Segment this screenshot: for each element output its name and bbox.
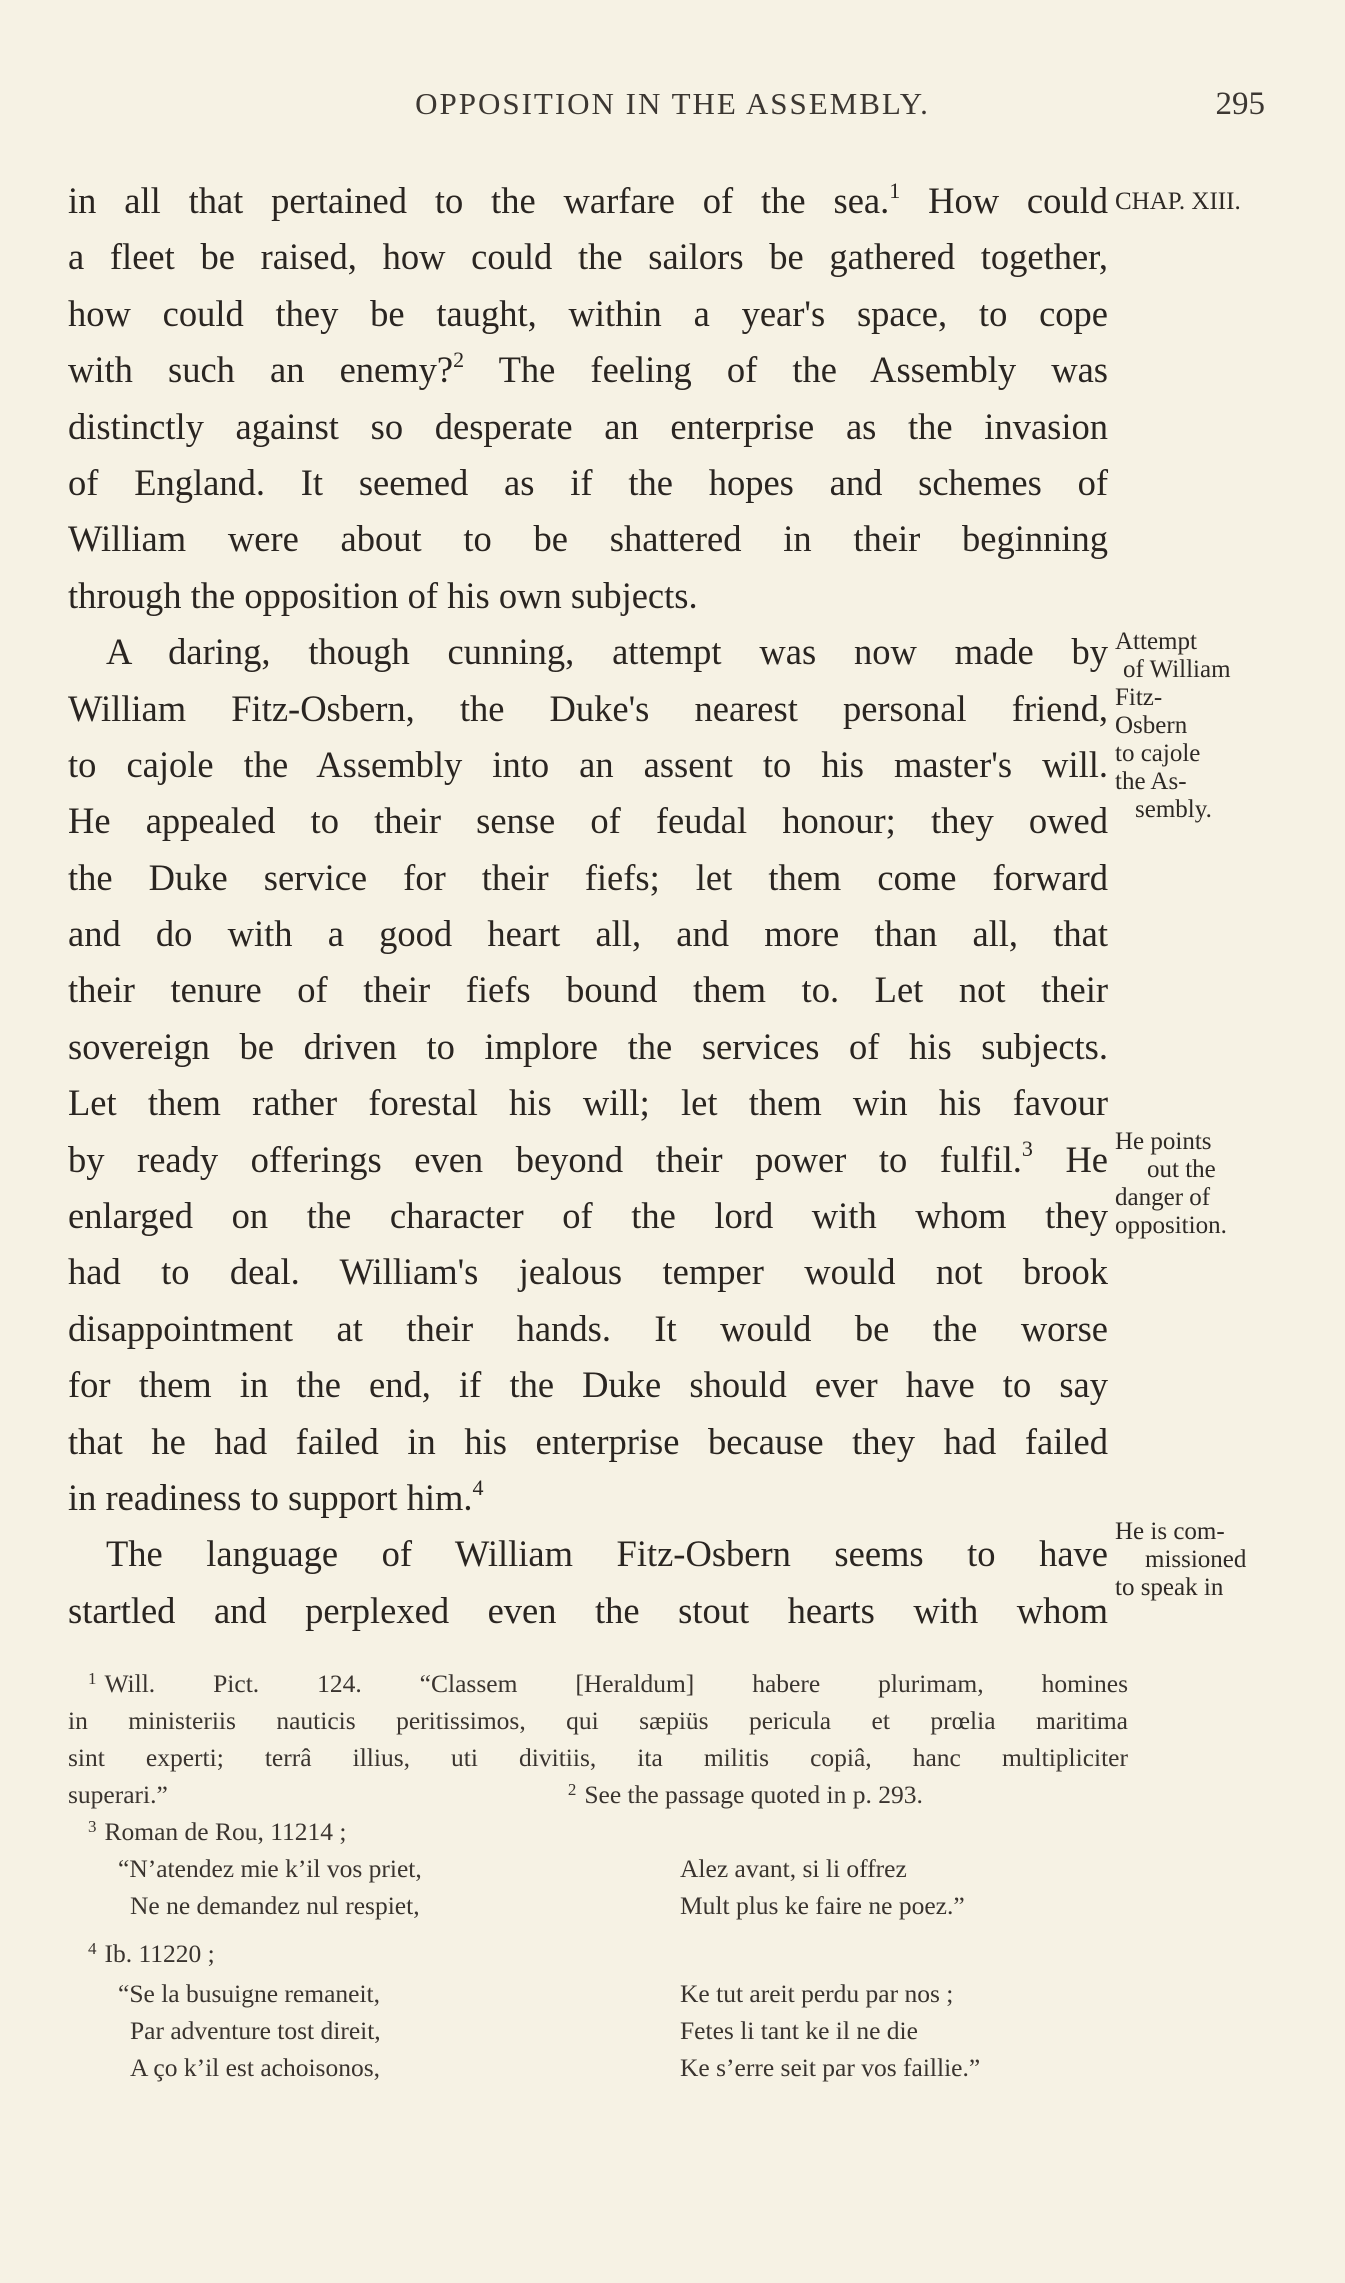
body-line: their tenure of their fiefs bound them to. Let not their bbox=[68, 969, 1108, 1011]
running-head-title: OPPOSITION IN THE ASSEMBLY. bbox=[415, 86, 930, 121]
body-line: that he had failed in his enterprise because they had failed bbox=[68, 1420, 1108, 1462]
footnote-3-verse-right: Alez avant, si li offrez Mult plus ke faire ne poez.” bbox=[680, 1854, 965, 1920]
body-line: in all that pertained to the warfare of the sea.$^1$ How could bbox=[68, 177, 1109, 221]
running-head bbox=[0, 86, 1345, 126]
footnote-2-text: See the passage quoted in p. 293. bbox=[584, 1780, 923, 1809]
body-line: of England. It seemed as if the hopes and schemes of bbox=[68, 461, 1108, 503]
footnote-4-verse-right: Ke tut areit perdu par nos ; Fetes li tant ke il ne die Ke s’erre seit par vos faillie.” bbox=[680, 1979, 981, 2082]
footnote-1-2-line: superari.” $^2$ See the passage quoted in p. 293. bbox=[68, 1780, 923, 1809]
footnote-mark: 1 bbox=[88, 1669, 97, 1688]
body-line: had to deal. William's jealous temper would not brook bbox=[68, 1251, 1108, 1293]
body-line: The language of William Fitz-Osbern seems to have bbox=[106, 1533, 1108, 1575]
footnote-3-verse-left: “N’atendez mie k’il vos priet, Ne ne demandez nul respiet, bbox=[118, 1854, 422, 1920]
body-line: by ready offerings even beyond their power to fulfil.$^3$ He bbox=[68, 1136, 1109, 1180]
body-line: and do with a good heart all, and more than all, that bbox=[68, 913, 1108, 955]
footnote-3-ref: $^3$ Roman de Rou, 11214 ; bbox=[88, 1817, 347, 1846]
margin-note-attempt: Attempt of William Fitz- Osbern to cajole the As- sembly. bbox=[1115, 628, 1231, 823]
footnote-1-line: sint experti; terrâ illius, uti divitiis, ita militis copiâ, hanc multipliciter bbox=[68, 1743, 1128, 1772]
footnote-mark: 3 bbox=[88, 1817, 97, 1836]
footnote-ref: 1 bbox=[889, 177, 901, 203]
body-line: sovereign be driven to implore the services of his subjects. bbox=[68, 1025, 1108, 1067]
body-line: enlarged on the character of the lord with whom they bbox=[68, 1195, 1108, 1237]
body-line: William were about to be shattered in their beginning bbox=[68, 518, 1108, 560]
body-line: a fleet be raised, how could the sailors be gathered together, bbox=[68, 236, 1108, 278]
footnote-ref: 2 bbox=[453, 347, 465, 373]
footnote-mark: 2 bbox=[567, 1780, 577, 1799]
body-line: A daring, though cunning, attempt was now made by bbox=[106, 631, 1108, 673]
body-line: in readiness to support him.$^4$ bbox=[68, 1474, 484, 1518]
page-number: 295 bbox=[1215, 86, 1265, 122]
body-line: distinctly against so desperate an enterprise as the invasion bbox=[68, 405, 1108, 447]
margin-note-danger: He points out the danger of opposition. bbox=[1115, 1128, 1227, 1239]
footnote-mark: 4 bbox=[88, 1939, 97, 1958]
footnote-ref: 3 bbox=[1021, 1136, 1033, 1162]
body-line: to cajole the Assembly into an assent to his master's will. bbox=[68, 743, 1108, 785]
footnotes bbox=[68, 1665, 1128, 1813]
footnote-1-line: in ministeriis nauticis peritissimos, qui sæpiüs pericula et prœlia maritima bbox=[68, 1706, 1128, 1735]
body-line: startled and perplexed even the stout hearts with whom bbox=[68, 1589, 1108, 1631]
body-line: for them in the end, if the Duke should ever have to say bbox=[68, 1364, 1108, 1406]
footnote-4-ref: $^4$ Ib. 11220 ; bbox=[88, 1939, 215, 1968]
margin-note-commissioned: He is com- missioned to speak in bbox=[1115, 1518, 1247, 1601]
body-text bbox=[68, 173, 1108, 1639]
margin-note-chapter: CHAP. XIII. bbox=[1115, 188, 1241, 215]
body-line: through the opposition of his own subjects. bbox=[68, 574, 698, 616]
body-line: the Duke service for their fiefs; let them come forward bbox=[68, 856, 1108, 898]
body-line: William Fitz-Osbern, the Duke's nearest personal friend, bbox=[68, 687, 1108, 729]
footnote-ref: 4 bbox=[472, 1474, 484, 1500]
body-line: He appealed to their sense of feudal honour; they owed bbox=[68, 800, 1108, 842]
body-line: disappointment at their hands. It would be the worse bbox=[68, 1307, 1108, 1349]
body-line: how could they be taught, within a year's space, to cope bbox=[68, 292, 1108, 334]
footnote-4-verse-left: “Se la busuigne remaneit, Par adventure tost direit, A ço k’il est achoisonos, bbox=[118, 1979, 381, 2082]
body-line: with such an enemy?$^2$ The feeling of the Assembly was bbox=[68, 347, 1108, 391]
body-line: Let them rather forestal his will; let them win his favour bbox=[68, 1082, 1108, 1124]
footnote-1-line: $^1$ Will. Pict. 124. “Classem [Heraldum] habere plurimam, homines bbox=[88, 1669, 1128, 1698]
